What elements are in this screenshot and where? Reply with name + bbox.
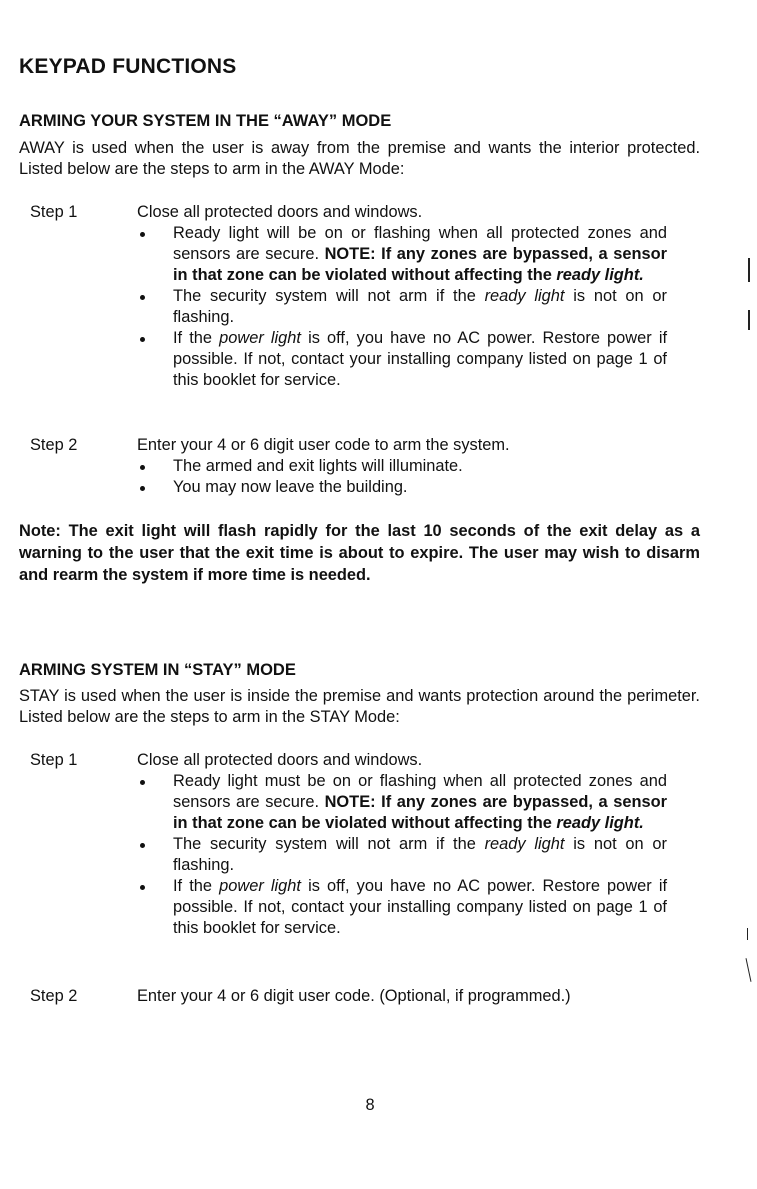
bullet-icon [140,843,145,848]
bullet-icon [140,465,145,470]
away-step2-text: Enter your 4 or 6 digit user code to arm the system. [137,436,510,454]
stay-step1-bullets [137,771,667,939]
bullet-icon [140,885,145,890]
scan-mark [747,928,748,940]
list-item: The security system will not arm if the ready light is not on or flashing. [137,834,667,876]
stay-step2-label: Step 2 [30,987,78,1005]
page-title: KEYPAD FUNCTIONS [19,55,237,78]
away-step2-label: Step 2 [30,436,78,454]
stay-step2-text: Enter your 4 or 6 digit user code. (Optional, if programmed.) [137,987,571,1005]
away-heading: ARMING YOUR SYSTEM IN THE “AWAY” MODE [19,112,392,130]
away-step1-label: Step 1 [30,203,78,221]
stay-intro: STAY is used when the user is inside the premise and wants protection around the perimeter. Listed below are the steps to arm in the STAY Mode: [19,687,700,726]
bullet-icon [140,295,145,300]
stay-step1-label: Step 1 [30,751,78,769]
list-item: If the power light is off, you have no AC power. Restore power if possible. If not, contact your installing company listed on page 1 of this booklet for service. [137,876,667,939]
list-item: Ready light must be on or flashing when all protected zones and sensors are secure. NOTE: If any zones are bypassed, a sensor in that zone can be violated without affecting the ready light. [137,771,667,834]
stay-heading: ARMING SYSTEM IN “STAY” MODE [19,661,296,679]
list-item: You may now leave the building. [137,477,667,498]
page-number: 8 [365,1096,375,1114]
scan-mark [748,310,750,330]
stay-step1-text: Close all protected doors and windows. [137,751,423,769]
list-item: If the power light is off, you have no AC power. Restore power if possible. If not, contact your installing company listed on page 1 of this booklet for service. [137,328,667,391]
list-item: The armed and exit lights will illuminate. [137,456,667,477]
away-step2-bullets [137,456,667,498]
scan-mark [746,958,752,982]
bullet-icon [140,337,145,342]
bullet-icon [140,232,145,237]
away-note: Note: The exit light will flash rapidly for the last 10 seconds of the exit delay as a warning to the user that the exit time is about to expire. The user may wish to disarm and rearm the system if more time is needed. [19,522,700,584]
list-item: The security system will not arm if the ready light is not on or flashing. [137,286,667,328]
scan-mark [748,258,750,282]
bullet-icon [140,486,145,491]
away-intro: AWAY is used when the user is away from the premise and wants the interior protected. Listed below are the steps to arm in the AWAY Mode: [19,139,700,178]
away-step1-text: Close all protected doors and windows. [137,203,423,221]
list-item: Ready light will be on or flashing when all protected zones and sensors are secure. NOTE: If any zones are bypassed, a sensor in that zone can be violated without affecting the ready light. [137,223,667,286]
away-step1-bullets [137,223,667,391]
bullet-icon [140,780,145,785]
